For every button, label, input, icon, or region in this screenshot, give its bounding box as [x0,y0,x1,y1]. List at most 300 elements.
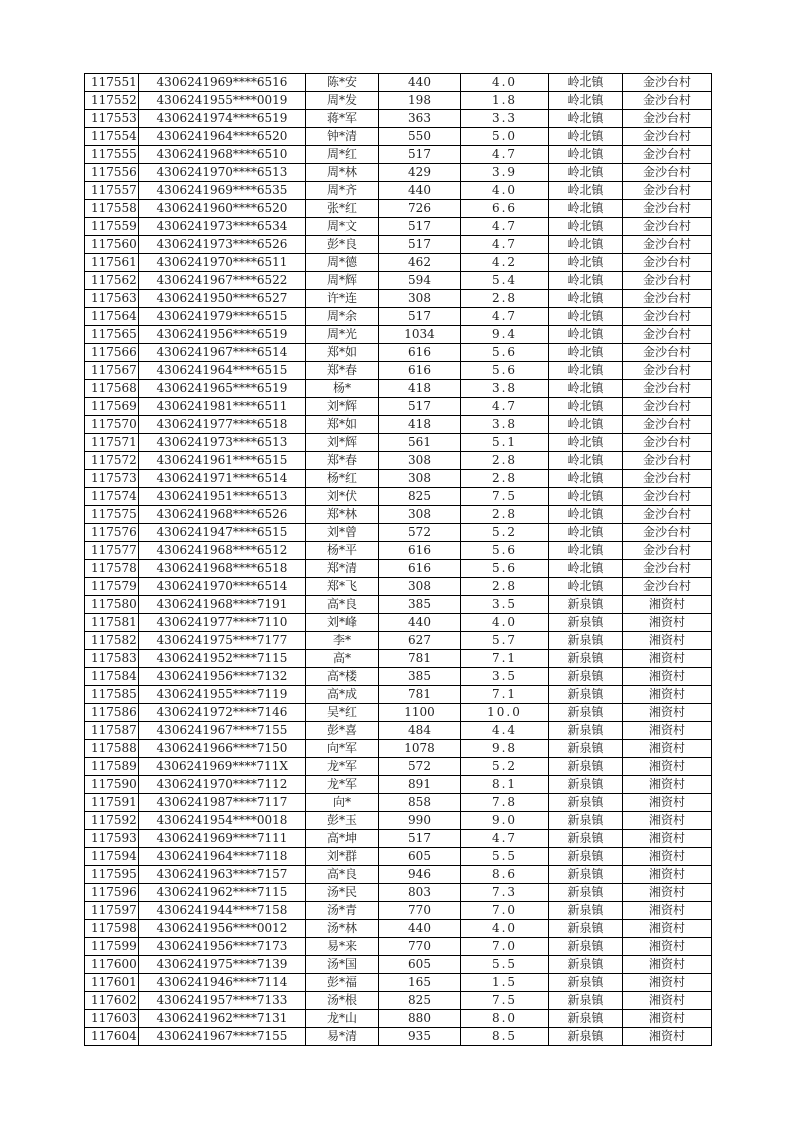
person-name-cell: 许*连 [306,290,379,308]
town-cell: 新泉镇 [549,1010,623,1028]
person-name-cell: 郑*春 [306,452,379,470]
amount-cell: 517 [379,830,461,848]
amount-cell: 616 [379,560,461,578]
village-cell: 湘资村 [623,902,712,920]
amount-cell: 616 [379,362,461,380]
table-row [85,866,712,884]
quantity-cell: 5.1 [461,434,549,452]
village-cell: 湘资村 [623,812,712,830]
id-number-cell: 4306241972****7146 [139,704,306,722]
village-cell: 湘资村 [623,704,712,722]
record-id-cell: 117557 [85,182,139,200]
quantity-cell: 4.7 [461,218,549,236]
table-row [85,254,712,272]
person-name-cell: 向*军 [306,740,379,758]
table-row [85,650,712,668]
village-cell: 金沙台村 [623,236,712,254]
record-id-cell: 117561 [85,254,139,272]
id-number-cell: 4306241970****6513 [139,164,306,182]
id-number-cell: 4306241969****7111 [139,830,306,848]
record-id-cell: 117596 [85,884,139,902]
table-row [85,200,712,218]
id-number-cell: 4306241962****7115 [139,884,306,902]
table-row [85,902,712,920]
id-number-cell: 4306241947****6515 [139,524,306,542]
person-name-cell: 汤*根 [306,992,379,1010]
amount-cell: 308 [379,470,461,488]
person-name-cell: 龙*军 [306,758,379,776]
person-name-cell: 彭*良 [306,236,379,254]
record-id-cell: 117575 [85,506,139,524]
table-row [85,668,712,686]
village-cell: 金沙台村 [623,398,712,416]
id-number-cell: 4306241962****7131 [139,1010,306,1028]
town-cell: 新泉镇 [549,938,623,956]
id-number-cell: 4306241956****6519 [139,326,306,344]
table-row [85,992,712,1010]
amount-cell: 781 [379,650,461,668]
village-cell: 湘资村 [623,992,712,1010]
person-name-cell: 汤*国 [306,956,379,974]
table-row [85,182,712,200]
person-name-cell: 周*发 [306,92,379,110]
table-row [85,470,712,488]
table-row [85,146,712,164]
id-number-cell: 4306241955****7119 [139,686,306,704]
person-name-cell: 张*红 [306,200,379,218]
town-cell: 新泉镇 [549,776,623,794]
record-id-cell: 117592 [85,812,139,830]
quantity-cell: 4.7 [461,308,549,326]
id-number-cell: 4306241968****6526 [139,506,306,524]
amount-cell: 440 [379,920,461,938]
person-name-cell: 易*来 [306,938,379,956]
town-cell: 新泉镇 [549,722,623,740]
table-row [85,614,712,632]
table-row [85,974,712,992]
amount-cell: 935 [379,1028,461,1046]
record-id-cell: 117568 [85,380,139,398]
village-cell: 湘资村 [623,830,712,848]
amount-cell: 825 [379,992,461,1010]
quantity-cell: 2.8 [461,470,549,488]
id-number-cell: 4306241973****6513 [139,434,306,452]
town-cell: 新泉镇 [549,992,623,1010]
quantity-cell: 5.4 [461,272,549,290]
id-number-cell: 4306241969****6535 [139,182,306,200]
quantity-cell: 5.6 [461,560,549,578]
person-name-cell: 杨*红 [306,470,379,488]
table-row [85,524,712,542]
town-cell: 岭北镇 [549,506,623,524]
person-name-cell: 高*楼 [306,668,379,686]
town-cell: 岭北镇 [549,524,623,542]
person-name-cell: 刘*峰 [306,614,379,632]
id-number-cell: 4306241967****6514 [139,344,306,362]
record-id-cell: 117555 [85,146,139,164]
person-name-cell: 高*良 [306,596,379,614]
person-name-cell: 刘*群 [306,848,379,866]
id-number-cell: 4306241974****6519 [139,110,306,128]
id-number-cell: 4306241973****6526 [139,236,306,254]
quantity-cell: 3.5 [461,668,549,686]
record-id-cell: 117593 [85,830,139,848]
village-cell: 金沙台村 [623,146,712,164]
record-id-cell: 117598 [85,920,139,938]
amount-cell: 440 [379,182,461,200]
person-name-cell: 高*成 [306,686,379,704]
amount-cell: 572 [379,758,461,776]
village-cell: 金沙台村 [623,434,712,452]
record-id-cell: 117574 [85,488,139,506]
village-cell: 湘资村 [623,686,712,704]
town-cell: 新泉镇 [549,632,623,650]
quantity-cell: 7.0 [461,938,549,956]
village-cell: 金沙台村 [623,308,712,326]
id-number-cell: 4306241970****7112 [139,776,306,794]
table-row [85,362,712,380]
quantity-cell: 4.0 [461,74,549,92]
amount-cell: 627 [379,632,461,650]
table-row [85,848,712,866]
record-id-cell: 117587 [85,722,139,740]
person-name-cell: 刘*伏 [306,488,379,506]
quantity-cell: 9.4 [461,326,549,344]
person-name-cell: 高* [306,650,379,668]
amount-cell: 517 [379,218,461,236]
village-cell: 金沙台村 [623,110,712,128]
person-name-cell: 刘*曾 [306,524,379,542]
person-name-cell: 高*坤 [306,830,379,848]
amount-cell: 308 [379,506,461,524]
record-id-cell: 117560 [85,236,139,254]
table-row [85,92,712,110]
id-number-cell: 4306241967****7155 [139,722,306,740]
id-number-cell: 4306241965****6519 [139,380,306,398]
quantity-cell: 10.0 [461,704,549,722]
table-row [85,416,712,434]
record-id-cell: 117563 [85,290,139,308]
record-id-cell: 117585 [85,686,139,704]
village-cell: 金沙台村 [623,380,712,398]
village-cell: 金沙台村 [623,290,712,308]
quantity-cell: 8.6 [461,866,549,884]
village-cell: 金沙台村 [623,560,712,578]
town-cell: 新泉镇 [549,884,623,902]
town-cell: 岭北镇 [549,74,623,92]
village-cell: 金沙台村 [623,542,712,560]
town-cell: 新泉镇 [549,830,623,848]
quantity-cell: 4.0 [461,182,549,200]
person-name-cell: 彭*福 [306,974,379,992]
id-number-cell: 4306241973****6534 [139,218,306,236]
village-cell: 金沙台村 [623,128,712,146]
record-id-cell: 117558 [85,200,139,218]
id-number-cell: 4306241970****6514 [139,578,306,596]
record-id-cell: 117571 [85,434,139,452]
record-id-cell: 117578 [85,560,139,578]
town-cell: 岭北镇 [549,110,623,128]
id-number-cell: 4306241946****7114 [139,974,306,992]
person-name-cell: 周*齐 [306,182,379,200]
person-name-cell: 龙*军 [306,776,379,794]
village-cell: 湘资村 [623,848,712,866]
village-cell: 金沙台村 [623,92,712,110]
id-number-cell: 4306241970****6511 [139,254,306,272]
quantity-cell: 8.1 [461,776,549,794]
town-cell: 岭北镇 [549,452,623,470]
person-name-cell: 易*清 [306,1028,379,1046]
town-cell: 新泉镇 [549,974,623,992]
amount-cell: 363 [379,110,461,128]
quantity-cell: 3.3 [461,110,549,128]
town-cell: 岭北镇 [549,92,623,110]
id-number-cell: 4306241952****7115 [139,650,306,668]
quantity-cell: 3.9 [461,164,549,182]
person-name-cell: 钟*清 [306,128,379,146]
village-cell: 金沙台村 [623,362,712,380]
quantity-cell: 9.8 [461,740,549,758]
town-cell: 新泉镇 [549,902,623,920]
village-cell: 湘资村 [623,974,712,992]
town-cell: 新泉镇 [549,794,623,812]
quantity-cell: 5.2 [461,524,549,542]
quantity-cell: 5.6 [461,542,549,560]
quantity-cell: 5.5 [461,848,549,866]
town-cell: 岭北镇 [549,146,623,164]
record-id-cell: 117552 [85,92,139,110]
amount-cell: 418 [379,416,461,434]
id-number-cell: 4306241968****7191 [139,596,306,614]
record-id-cell: 117573 [85,470,139,488]
amount-cell: 616 [379,542,461,560]
id-number-cell: 4306241968****6518 [139,560,306,578]
quantity-cell: 1.5 [461,974,549,992]
amount-cell: 440 [379,74,461,92]
amount-cell: 550 [379,128,461,146]
quantity-cell: 8.5 [461,1028,549,1046]
record-id-cell: 117597 [85,902,139,920]
town-cell: 新泉镇 [549,758,623,776]
table-row [85,380,712,398]
village-cell: 湘资村 [623,596,712,614]
record-id-cell: 117565 [85,326,139,344]
record-id-cell: 117595 [85,866,139,884]
village-cell: 湘资村 [623,884,712,902]
table-row [85,830,712,848]
village-cell: 金沙台村 [623,488,712,506]
village-cell: 金沙台村 [623,200,712,218]
amount-cell: 418 [379,380,461,398]
town-cell: 岭北镇 [549,326,623,344]
table-row [85,884,712,902]
quantity-cell: 8.0 [461,1010,549,1028]
quantity-cell: 7.1 [461,650,549,668]
amount-cell: 946 [379,866,461,884]
person-name-cell: 吴*红 [306,704,379,722]
table-row [85,164,712,182]
town-cell: 岭北镇 [549,398,623,416]
record-id-cell: 117588 [85,740,139,758]
person-name-cell: 郑*清 [306,560,379,578]
table-row [85,452,712,470]
id-number-cell: 4306241951****6513 [139,488,306,506]
person-name-cell: 郑*如 [306,416,379,434]
town-cell: 岭北镇 [549,290,623,308]
quantity-cell: 7.5 [461,488,549,506]
quantity-cell: 5.0 [461,128,549,146]
id-number-cell: 4306241969****711X [139,758,306,776]
records-table-body [85,74,712,1046]
quantity-cell: 4.2 [461,254,549,272]
id-number-cell: 4306241967****6522 [139,272,306,290]
id-number-cell: 4306241961****6515 [139,452,306,470]
record-id-cell: 117579 [85,578,139,596]
table-row [85,938,712,956]
quantity-cell: 5.6 [461,362,549,380]
id-number-cell: 4306241963****7157 [139,866,306,884]
table-row [85,776,712,794]
table-row [85,344,712,362]
table-row [85,722,712,740]
amount-cell: 440 [379,614,461,632]
record-id-cell: 117564 [85,308,139,326]
person-name-cell: 汤*林 [306,920,379,938]
table-row [85,632,712,650]
amount-cell: 517 [379,308,461,326]
record-id-cell: 117589 [85,758,139,776]
record-id-cell: 117581 [85,614,139,632]
id-number-cell: 4306241964****6515 [139,362,306,380]
id-number-cell: 4306241956****7132 [139,668,306,686]
quantity-cell: 3.8 [461,416,549,434]
village-cell: 金沙台村 [623,218,712,236]
village-cell: 湘资村 [623,668,712,686]
town-cell: 岭北镇 [549,344,623,362]
quantity-cell: 5.2 [461,758,549,776]
quantity-cell: 4.0 [461,920,549,938]
amount-cell: 726 [379,200,461,218]
id-number-cell: 4306241966****7150 [139,740,306,758]
record-id-cell: 117601 [85,974,139,992]
person-name-cell: 杨* [306,380,379,398]
record-id-cell: 117556 [85,164,139,182]
record-id-cell: 117576 [85,524,139,542]
village-cell: 湘资村 [623,650,712,668]
town-cell: 新泉镇 [549,596,623,614]
table-row [85,488,712,506]
table-row [85,920,712,938]
quantity-cell: 3.5 [461,596,549,614]
quantity-cell: 7.5 [461,992,549,1010]
amount-cell: 308 [379,452,461,470]
village-cell: 湘资村 [623,1028,712,1046]
amount-cell: 990 [379,812,461,830]
id-number-cell: 4306241977****7110 [139,614,306,632]
record-id-cell: 117572 [85,452,139,470]
amount-cell: 1100 [379,704,461,722]
record-id-cell: 117604 [85,1028,139,1046]
town-cell: 岭北镇 [549,488,623,506]
person-name-cell: 刘*辉 [306,398,379,416]
quantity-cell: 5.7 [461,632,549,650]
id-number-cell: 4306241987****7117 [139,794,306,812]
record-id-cell: 117600 [85,956,139,974]
amount-cell: 484 [379,722,461,740]
quantity-cell: 4.7 [461,830,549,848]
village-cell: 湘资村 [623,722,712,740]
amount-cell: 198 [379,92,461,110]
record-id-cell: 117570 [85,416,139,434]
village-cell: 金沙台村 [623,506,712,524]
quantity-cell: 7.0 [461,902,549,920]
person-name-cell: 周*林 [306,164,379,182]
quantity-cell: 7.8 [461,794,549,812]
record-id-cell: 117586 [85,704,139,722]
person-name-cell: 向* [306,794,379,812]
record-id-cell: 117562 [85,272,139,290]
amount-cell: 605 [379,848,461,866]
person-name-cell: 周*德 [306,254,379,272]
quantity-cell: 9.0 [461,812,549,830]
town-cell: 岭北镇 [549,200,623,218]
table-row [85,326,712,344]
record-id-cell: 117594 [85,848,139,866]
quantity-cell: 1.8 [461,92,549,110]
id-number-cell: 4306241969****6516 [139,74,306,92]
record-id-cell: 117584 [85,668,139,686]
person-name-cell: 郑*林 [306,506,379,524]
id-number-cell: 4306241960****6520 [139,200,306,218]
amount-cell: 385 [379,668,461,686]
town-cell: 岭北镇 [549,380,623,398]
town-cell: 新泉镇 [549,650,623,668]
table-row [85,956,712,974]
id-number-cell: 4306241975****7177 [139,632,306,650]
person-name-cell: 郑*飞 [306,578,379,596]
village-cell: 金沙台村 [623,344,712,362]
village-cell: 金沙台村 [623,272,712,290]
table-row [85,542,712,560]
village-cell: 金沙台村 [623,470,712,488]
town-cell: 新泉镇 [549,686,623,704]
town-cell: 岭北镇 [549,560,623,578]
town-cell: 岭北镇 [549,128,623,146]
table-row [85,1028,712,1046]
town-cell: 岭北镇 [549,254,623,272]
record-id-cell: 117590 [85,776,139,794]
village-cell: 湘资村 [623,758,712,776]
amount-cell: 605 [379,956,461,974]
table-row [85,686,712,704]
quantity-cell: 2.8 [461,506,549,524]
person-name-cell: 彭*喜 [306,722,379,740]
village-cell: 湘资村 [623,614,712,632]
table-row [85,812,712,830]
record-id-cell: 117582 [85,632,139,650]
record-id-cell: 117553 [85,110,139,128]
village-cell: 金沙台村 [623,524,712,542]
town-cell: 岭北镇 [549,236,623,254]
village-cell: 湘资村 [623,866,712,884]
town-cell: 岭北镇 [549,362,623,380]
table-row [85,596,712,614]
id-number-cell: 4306241977****6518 [139,416,306,434]
amount-cell: 825 [379,488,461,506]
town-cell: 新泉镇 [549,956,623,974]
table-row [85,740,712,758]
records-table [84,73,712,1046]
